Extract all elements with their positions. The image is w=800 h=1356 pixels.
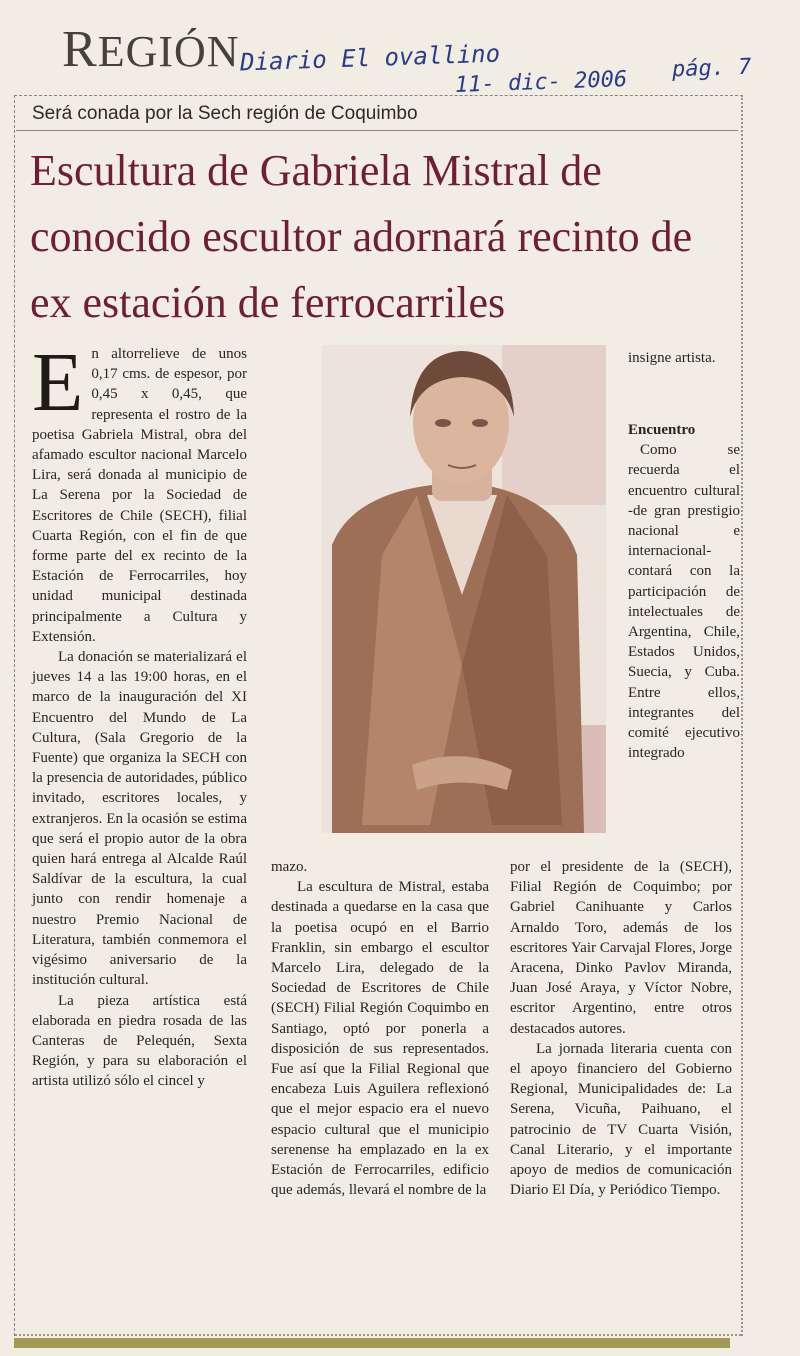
article-column-1: [32, 336, 247, 1092]
drop-cap: E: [32, 336, 84, 429]
kicker-divider: [16, 130, 738, 131]
article-column-2: [271, 857, 489, 1200]
article-column-3-middle: [628, 420, 740, 763]
article-column-3-bottom: [510, 857, 732, 1200]
paragraph: La escultura de Mistral, estaba destinada a quedarse en la casa que la poetisa ocupó en el Barrio Franklin, sin embargo el escultor Marcelo Lira, delegado de la Sociedad de Escritores de Chile (SECH) Filial Región Coquimbo en Santiago, optó por ponerla a disposición de sus representados. Fue así que la Filial Regional que encabeza Luis Aguilera reflexionó que el mejor espacio era el nuevo espacio cultural que el municipio serenense ha emplazado en la ex Estación de Ferrocarriles, edificio que además, llevará el nombre de la: [271, 879, 489, 1199]
paragraph: La donación se materializará el jueves 14 a las 19:00 horas, en el marco de la inauguración del XI Encuentro del Mundo de La Cultura, (Sala Gregorio de la Fuente) que organiza la SECH con la presencia de autoridades, público invitado, escritores locales, y extranjeros. En la ocasión se estima que será el propio autor de la obra quien hará entrega al Alcalde Raúl Saldívar de la escultura, la cual junto con rendir homenaje a nuestro Premio Nacional de Literatura, también conmemora el vigésimo aniversario de la institución cultural.: [32, 649, 247, 989]
paragraph: En altorrelieve de unos 0,17 cms. de espesor, por 0,45 x 0,45, que representa el rostro de la poetisa Gabriela Mistral, obra del afamado escultor nacional Marcelo Lira, será donada al municipio de La Serena por la Sociedad de Escritores de Chile (SECH), filial Cuarta Región, con el fin de que forme parte del ex recinto de la Estación de Ferrocarriles, hoy unidad municipal destinada principalmente a Cultura y Extensión.: [32, 336, 247, 645]
portrait-illustration: [322, 345, 606, 833]
handwritten-date: 11- dic- 2006: [454, 67, 628, 98]
article-column-3-top: insigne artista.: [628, 350, 716, 366]
kicker: Será conada por la Sech región de Coquimbo: [32, 103, 418, 124]
paragraph: Como se recuerda el encuentro cultural -de gran prestigio nacional e internacional- contará con la participación de intelectuales de Argentina, Chile, Estados Unidos, Suecia, y Cuba. Entre ellos, integrantes del comité ejecutivo integrado: [628, 442, 740, 762]
section-title: REGIÓN: [62, 21, 240, 78]
footer-bar: [14, 1338, 730, 1348]
headline: Escultura de Gabriela Mistral de conocido escultor adornará recinto de ex estación de ferrocarriles: [30, 146, 693, 327]
subheading: Encuentro: [628, 422, 696, 438]
handwritten-page: pág. 7: [671, 54, 752, 83]
handwritten-source: Diario El ovallino: [239, 39, 501, 77]
paragraph: mazo.: [271, 859, 308, 875]
portrait-photo: [322, 345, 606, 833]
paragraph: La jornada literaria cuenta con el apoyo financiero del Gobierno Regional, Municipalidades de: La Serena, Vicuña, Paihuano, el patrocinio de TV Cuarta Visión, Canal Literario, y el importante apoyo de medios de comunicación Diario El Día, y Periódico Tiempo.: [510, 1040, 732, 1199]
paragraph: La pieza artística está elaborada en piedra rosada de las Canteras de Pelequén, Sexta Región, y para su elaboración el artista utilizó sólo el cincel y: [32, 992, 247, 1090]
paragraph: por el presidente de la (SECH), Filial Región de Coquimbo; por Gabriel Canihuante y Carlos Arnaldo Toro, además de los escritores Yair Carvajal Flores, Jorge Aracena, Dinko Pavlov Miranda, Juan José Araya, y Víctor Nobre, escritor Argentino, entre otros destacados autores.: [510, 859, 732, 1037]
